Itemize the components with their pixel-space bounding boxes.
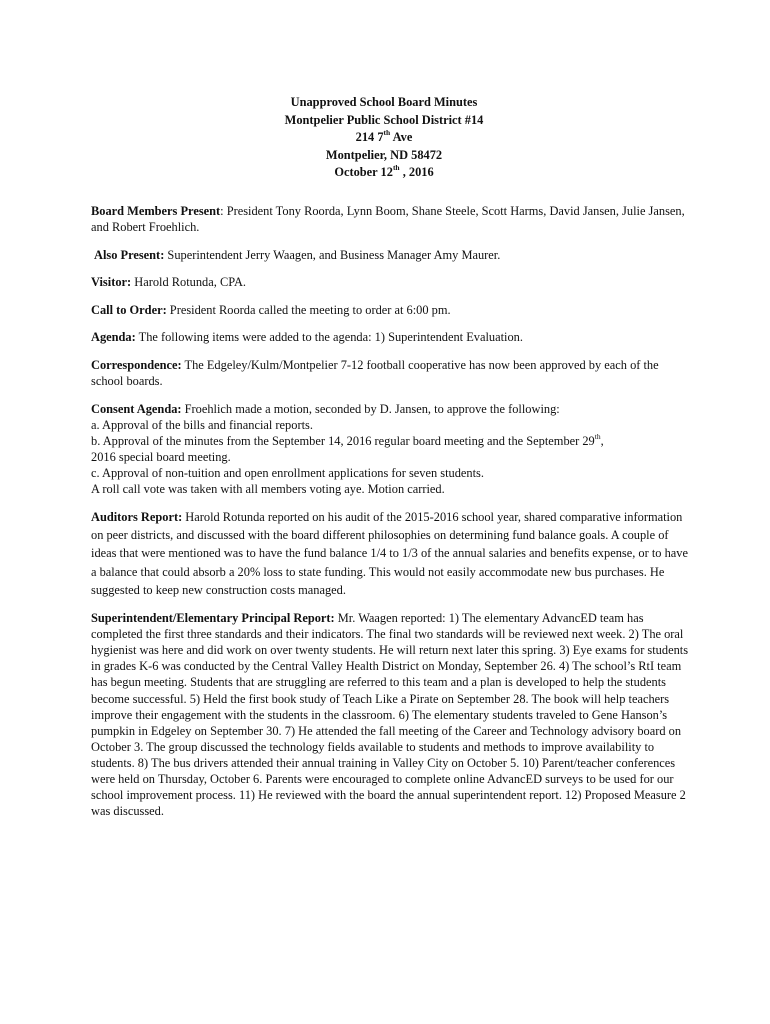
meeting-date bbox=[91, 164, 677, 182]
address-rest: Ave bbox=[390, 130, 413, 144]
district-address bbox=[91, 129, 677, 147]
call-to-order-text: President Roorda called the meeting to order at 6:00 pm. bbox=[166, 302, 451, 317]
consent-closing: A roll call vote was taken with all members voting aye. Motion carried. bbox=[91, 481, 445, 496]
auditors-report-label: Auditors Report: bbox=[91, 510, 183, 525]
also-present-paragraph bbox=[91, 247, 691, 264]
board-members-paragraph bbox=[91, 203, 691, 236]
document-title: Unapproved School Board Minutes bbox=[290, 95, 478, 109]
correspondence-label: Correspondence: bbox=[91, 357, 182, 372]
consent-agenda-intro bbox=[91, 401, 691, 417]
auditors-report-text: Harold Rotunda reported on his audit of the 2015-2016 school year, shared comparative information on peer districts, and discussed with the board different philosophies on determining fund balance goals. A couple of ideas that were mentioned was to have the fund balance 1/4 to 1/3 of the annual salaries and benefits expense, or to have a balance that could absorb a 20% loss to state funding. This would not easily accommodate new bus purchases. He suggested to keep new construction costs managed. bbox=[91, 510, 688, 597]
also-present-text: Superintendent Jerry Waagen, and Business Manager Amy Maurer. bbox=[164, 247, 501, 262]
call-to-order-label: Call to Order: bbox=[91, 302, 167, 317]
superintendent-report-text: Mr. Waagen reported: 1) The elementary AdvancED team has completed the first three standards and their indicators. The final two standards will be reviewed next week. 2) The oral hygienist was here and did work on over twenty students. He will return next later this spring. 3) Eye exams for students in grades K-6 was conducted by the Central Valley Health District on Monday, September 26. 4) The school’s RtI team has begun meeting. Students that are struggling are referred to this team and a plan is developed to help the students become successful. 5) Held the first book study of Teach Like a Pirate on September 28. The book will help teachers improve their engagement with the students in the classroom. 6) The elementary students traveled to Gene Hanson’s pumpkin in Edgeley on September 30. 7) He attended the fall meeting of the Career and Technology advisory board on October 3. The group discussed the technology fields available to students and methods to improve availability to students. 8) The bus drivers attended their annual training in Valley City on October 5. 10) Parent/teacher conferences were held on Thursday, October 6. Parents were encouraged to complete online AdvancED surveys to be used for our school improvement process. 11) He reviewed with the board the annual superintendent report. 12) Proposed Measure 2 was discussed. bbox=[91, 611, 689, 819]
consent-agenda-label: Consent Agenda: bbox=[91, 401, 182, 416]
document-header bbox=[91, 94, 691, 182]
agenda-label: Agenda: bbox=[91, 330, 136, 344]
consent-agenda-intro-text: Froehlich made a motion, seconded by D. Jansen, to approve the following: bbox=[181, 401, 560, 416]
date-superscript: th bbox=[392, 162, 400, 172]
agenda-text: The following items were added to the agenda: 1) Superintendent Evaluation. bbox=[135, 330, 523, 344]
board-members-text: : President Tony Roorda, Lynn Boom, Shane Steele, Scott Harms, David Jansen, Julie Jansen, and Robert Froehlich. bbox=[91, 203, 685, 234]
agenda-paragraph bbox=[91, 329, 691, 346]
consent-item-a: a. Approval of the bills and financial reports. bbox=[91, 417, 313, 432]
district-city: Montpelier, ND 58472 bbox=[325, 147, 443, 162]
consent-item-b-text: b. Approval of the minutes from the September 14, 2016 regular board meeting and the September 29 bbox=[91, 433, 595, 448]
consent-item-b-comma: , bbox=[600, 433, 604, 448]
minutes-page bbox=[91, 94, 691, 830]
also-present-label: Also Present: bbox=[94, 247, 165, 262]
address-superscript: th bbox=[383, 127, 391, 137]
district-name: Montpelier Public School District #14 bbox=[284, 112, 484, 127]
address-number: 214 7 bbox=[355, 130, 384, 144]
call-to-order-paragraph bbox=[91, 302, 691, 319]
consent-agenda-section bbox=[91, 401, 691, 498]
consent-item-b-superscript: th bbox=[594, 431, 601, 441]
correspondence-text: The Edgeley/Kulm/Montpelier 7-12 football cooperative has now been approved by each of the school boards. bbox=[91, 357, 659, 388]
superintendent-report-label: Superintendent/Elementary Principal Report: bbox=[91, 611, 335, 626]
auditors-report-paragraph bbox=[91, 508, 691, 599]
consent-item-c: c. Approval of non-tuition and open enrollment applications for seven students. bbox=[91, 465, 484, 480]
correspondence-paragraph bbox=[91, 357, 691, 390]
board-members-label: Board Members Present bbox=[91, 203, 221, 218]
date-year: , 2016 bbox=[399, 165, 434, 179]
superintendent-report-paragraph bbox=[91, 610, 691, 819]
consent-item-b-continued: 2016 special board meeting. bbox=[91, 449, 231, 464]
date-month-day: October 12 bbox=[334, 165, 393, 179]
visitor-paragraph bbox=[91, 274, 691, 291]
visitor-text: Harold Rotunda, CPA. bbox=[131, 275, 247, 289]
visitor-label: Visitor: bbox=[91, 275, 132, 289]
consent-item-b bbox=[91, 433, 691, 449]
